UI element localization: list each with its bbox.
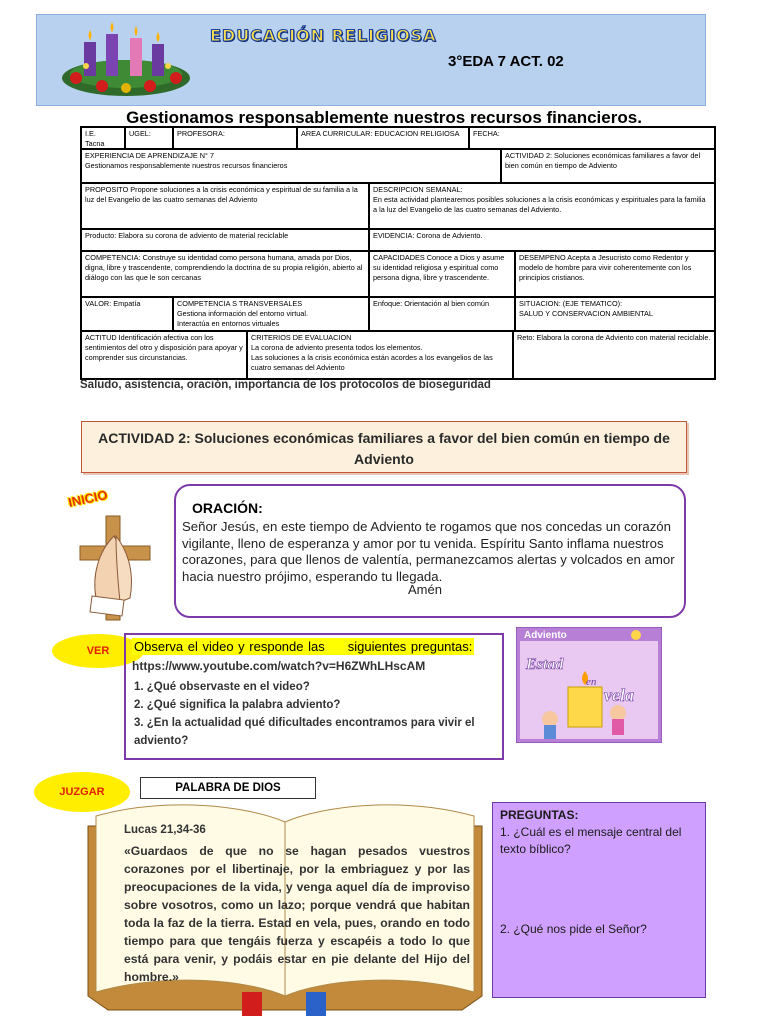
- proposito-cell: PROPOSITO Propone soluciones a la crisis económica y espiritual de su familia a la luz del Evangelio de las cuatro semanas del Adviento: [81, 183, 369, 229]
- activity-code: 3°EDA 7 ACT. 02: [448, 53, 564, 70]
- greeting-line: Saludo, asistencia, oración, importancia de los protocolos de bioseguridad: [80, 379, 491, 391]
- situacion-label: SITUACION: (EJE TEMATICO):: [519, 299, 623, 308]
- ver-tag: VER: [52, 634, 144, 668]
- criterios-cell: [247, 331, 513, 379]
- criterio-1: La corona de adviento presenta todos los elementos.: [251, 343, 423, 352]
- image-caption-1: Estad: [526, 656, 564, 673]
- bible-reference: Lucas 21,34-36: [124, 824, 206, 836]
- prayer-amen: Amén: [408, 582, 442, 597]
- image-caption-3: vela: [604, 685, 634, 705]
- subject-title: EDUCACIÓN RELIGIOSA: [210, 26, 437, 45]
- image-caption-2: en: [586, 676, 597, 688]
- comp-trans-2: Interactúa en entornos virtuales: [177, 319, 280, 328]
- prayer-title: ORACIÓN:: [192, 500, 263, 516]
- enfoque-cell: Enfoque: Orientación al bien común: [369, 297, 515, 331]
- comp-trans-1: Gestiona información del entorno virtual.: [177, 309, 309, 318]
- situacion-text: SALUD Y CONSERVACION AMBIENTAL: [519, 309, 653, 318]
- video-link[interactable]: https://www.youtube.com/watch?v=H6ZWhLHscAM: [132, 659, 426, 673]
- ver-question-2: 2. ¿Qué significa la palabra adviento?: [134, 699, 341, 711]
- fecha-cell: FECHA:: [469, 127, 715, 149]
- criterios-label: CRITERIOS DE EVALUACION: [251, 333, 352, 342]
- ver-question-1: 1. ¿Qué observaste en el video?: [134, 681, 310, 693]
- criterio-2: Las soluciones a la crisis económica están acordes a los evangelios de las cuatro semanas del Adviento: [251, 353, 493, 372]
- estad-en-vela-image: [516, 627, 662, 743]
- palabra-de-dios-label: PALABRA DE DIOS: [140, 777, 316, 799]
- profesora-cell: PROFESORA:: [173, 127, 297, 149]
- ie-label: I.E.: [85, 129, 96, 138]
- capacidades-cell: CAPACIDADES Conoce a Dios y asume su identidad religiosa y espiritual como persona digna, libre y trascendente.: [369, 251, 515, 297]
- info-table: [80, 126, 716, 380]
- experiencia-desc: Gestionamos responsablemente nuestros recursos financieros: [85, 161, 288, 170]
- experiencia-label: EXPERIENCIA DE APRENDIZAJE N° 7: [85, 151, 215, 160]
- producto-cell: Producto: Elabora su corona de adviento de material reciclable: [81, 229, 369, 251]
- prayer-text: Señor Jesús, en este tiempo de Adviento te rogamos que nos concedas un corazón vigilante, lleno de esperanza y amor por tu venida. Espíritu Santo inflama nuestros corazones, para que llenos de valentía, permanezcamos alertas y volcados en amor hacia nuestro prójimo, esperando tu llegada.: [182, 519, 675, 584]
- image-caption-title: Adviento: [524, 630, 567, 641]
- valor-cell: VALOR: Empatía: [81, 297, 173, 331]
- page-title: Gestionamos responsablemente nuestros recursos financieros.: [126, 108, 642, 127]
- actividad-cell: ACTIVIDAD 2: Soluciones económicas familiares a favor del bien común en tiempo de Adviento: [501, 149, 715, 183]
- tacna-label: Tacna: [85, 139, 105, 148]
- advent-wreath-logo: [46, 16, 206, 102]
- descripcion-label: DESCRIPCION SEMANAL:: [373, 185, 463, 194]
- situacion-cell: [515, 297, 715, 331]
- reto-cell: Reto: Elabora la corona de Adviento con material reciclable.: [513, 331, 715, 379]
- juzgar-tag: JUZGAR: [34, 772, 130, 812]
- ie-cell: [81, 127, 125, 149]
- experiencia-cell: [81, 149, 501, 183]
- ver-prompt: Observa el video y responde las siguientes preguntas:: [134, 639, 473, 654]
- comp-transversales-cell: [173, 297, 369, 331]
- comp-trans-label: COMPETENCIA S TRANSVERSALES: [177, 299, 303, 308]
- pregunta-1: 1. ¿Cuál es el mensaje central del texto bíblico?: [500, 825, 682, 856]
- preguntas-title: PREGUNTAS:: [500, 808, 579, 822]
- ver-question-3: 3. ¿En la actualidad qué dificultades encontramos para vivir el adviento?: [134, 717, 475, 747]
- bible-text: «Guardaos de que no se hagan pesados vuestros corazones por el libertinaje, por la embriaguez y por las preocupaciones de la vida, y venga aquel día de improviso sobre vosotros, como un lazo; porque vendrá que habitan toda la faz de la tierra. Estad en vela, pues, orando en todo tiempo para que tengáis fuerza y escapéis a todo lo que está para venir, y podáis estar en pie delante del Hijo del hombre.»: [124, 844, 470, 984]
- descripcion-text: En esta actividad plantearemos posibles soluciones a la crisis económicas y espirituales para la familia a la luz del Evangelio de las cuatro semanas del Adviento.: [373, 195, 706, 214]
- inicio-tag: INICIO: [66, 487, 109, 510]
- pregunta-2: 2. ¿Qué nos pide el Señor?: [500, 922, 647, 936]
- area-cell: AREA CURRICULAR: EDUCACION RELIGIOSA: [297, 127, 469, 149]
- descripcion-cell: [369, 183, 715, 229]
- competencia-cell: COMPETENCIA: Construye su identidad como persona humana, amada por Dios, digna, libre y trascendente, comprendiendo la doctrina de su propia religión, abierto al diálogo con las que le son cercanas: [81, 251, 369, 297]
- desempeno-cell: DESEMPENO Acepta a Jesucristo como Redentor y modelo de hombre para vivir coherentemente con los principios cristianos.: [515, 251, 715, 297]
- actitud-cell: ACTITUD Identificación afectiva con los sentimientos del otro y disposición para apoyar y comprender sus circunstancias.: [81, 331, 247, 379]
- ugel-cell: UGEL:: [125, 127, 173, 149]
- evidencia-cell: EVIDENCIA: Corona de Adviento.: [369, 229, 715, 251]
- activity-banner: ACTIVIDAD 2: Soluciones económicas familiares a favor del bien común en tiempo de Adviento: [81, 421, 687, 473]
- praying-hands-cross-icon: [76, 512, 158, 622]
